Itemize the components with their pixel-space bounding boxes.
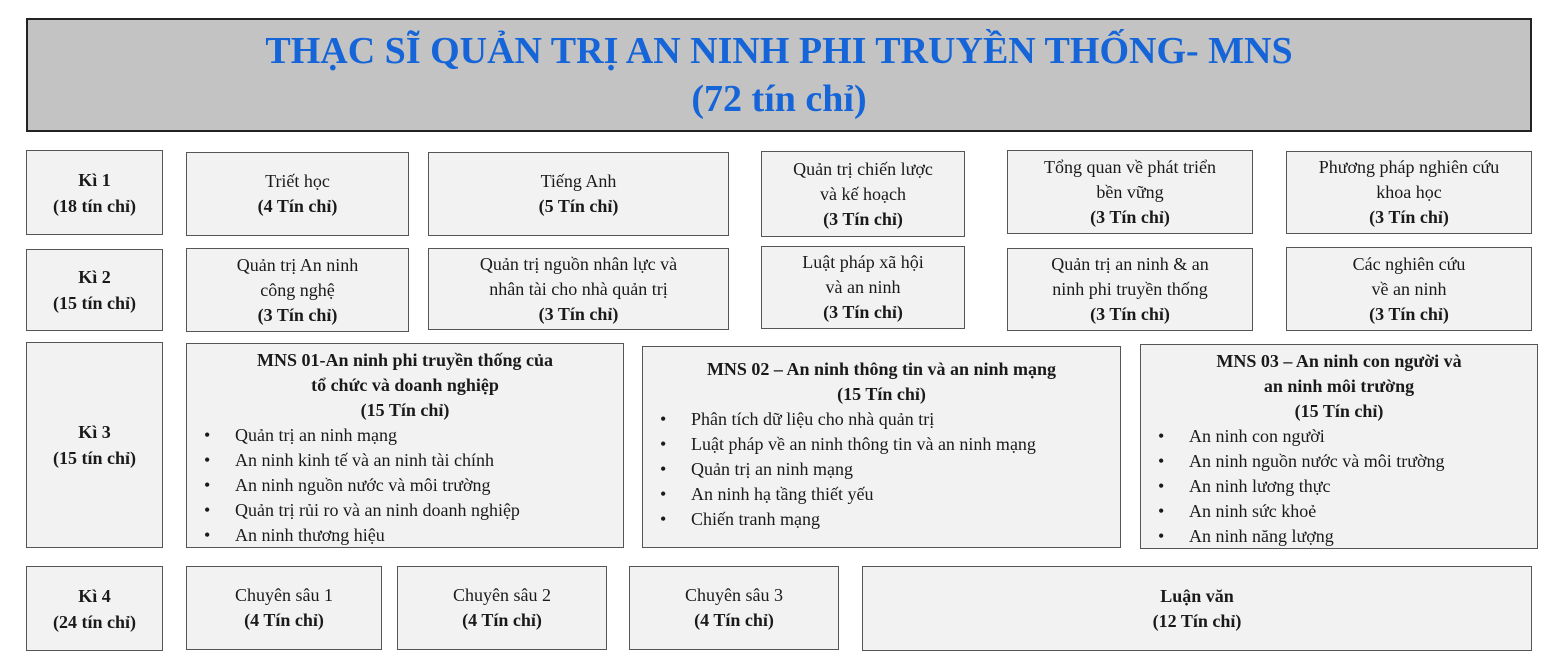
course-name-line2: bền vững bbox=[1096, 181, 1164, 202]
course-name-line2: công nghệ bbox=[260, 279, 335, 300]
course-box bbox=[397, 566, 607, 650]
course-name: Chuyên sâu 3 bbox=[685, 585, 783, 605]
module-topic: • An ninh hạ tầng thiết yếu bbox=[643, 482, 1120, 507]
module-topic: • An ninh năng lượng bbox=[1141, 524, 1537, 549]
module-mns02 bbox=[642, 346, 1121, 548]
module-mns01 bbox=[186, 343, 624, 548]
course-name-line2: khoa học bbox=[1376, 182, 1442, 202]
course-box bbox=[186, 152, 409, 236]
course-box bbox=[1007, 150, 1253, 234]
module-title: MNS 03 – An ninh con người và bbox=[1216, 351, 1462, 371]
module-topic-list bbox=[643, 407, 1120, 532]
term-2-label: Kì 2 (15 tín chỉ) bbox=[26, 249, 163, 331]
course-name: Luật pháp xã hội bbox=[802, 252, 924, 272]
course-box bbox=[761, 246, 965, 329]
module-topic: • Luật pháp về an ninh thông tin và an ninh mạng bbox=[643, 432, 1120, 457]
course-name: Quản trị chiến lược bbox=[793, 158, 933, 179]
module-topic: • An ninh lương thực bbox=[1141, 474, 1537, 499]
course-name: Phương pháp nghiên cứu bbox=[1318, 157, 1500, 177]
course-credits: (4 Tín chỉ) bbox=[257, 196, 338, 216]
course-box bbox=[186, 566, 382, 650]
module-topic: • An ninh sức khoẻ bbox=[1141, 499, 1537, 524]
course-name: Các nghiên cứu bbox=[1352, 253, 1466, 274]
course-credits: (4 Tín chỉ) bbox=[244, 610, 324, 630]
module-topic: • An ninh thương hiệu bbox=[187, 523, 623, 548]
module-title-line2: tổ chức và doanh nghiệp bbox=[311, 375, 499, 395]
module-topic: • Quản trị rủi ro và an ninh doanh nghiệp bbox=[187, 498, 623, 523]
module-credits: (15 Tín chỉ) bbox=[360, 400, 450, 420]
module-topic: • An ninh nguồn nước và môi trường bbox=[1141, 449, 1537, 474]
course-name: Luận văn bbox=[1160, 585, 1234, 606]
term-1-label: Kì 1 (18 tín chỉ) bbox=[26, 150, 163, 235]
course-name: Chuyên sâu 2 bbox=[453, 585, 551, 605]
term-4-label: Kì 4 (24 tín chỉ) bbox=[26, 566, 163, 651]
module-topic: • Quản trị an ninh mạng bbox=[187, 423, 623, 448]
course-credits: (3 Tín chỉ) bbox=[823, 208, 903, 229]
module-credits: (15 Tín chỉ) bbox=[1294, 401, 1384, 421]
course-name-line2: và kế hoạch bbox=[820, 183, 906, 204]
course-name: Quản trị An ninh bbox=[236, 254, 359, 275]
course-credits: (3 Tín chỉ) bbox=[1090, 304, 1170, 324]
course-box bbox=[186, 248, 409, 332]
course-credits: (4 Tín chỉ) bbox=[694, 610, 774, 630]
module-credits: (15 Tín chỉ) bbox=[837, 384, 926, 404]
course-name-line2: và an ninh bbox=[825, 277, 901, 297]
course-box bbox=[1007, 248, 1253, 331]
course-name: Tổng quan về phát triển bbox=[1044, 156, 1216, 177]
term-3-label: Kì 3 (15 tín chỉ) bbox=[26, 342, 163, 548]
module-topic: • An ninh kinh tế và an ninh tài chính bbox=[187, 448, 623, 473]
module-title: MNS 02 – An ninh thông tin và an ninh mạng bbox=[706, 359, 1057, 379]
course-name-line2: về an ninh bbox=[1371, 278, 1447, 299]
module-title: MNS 01-An ninh phi truyền thống của bbox=[256, 350, 554, 370]
program-total-credits: (72 tín chỉ) bbox=[691, 78, 867, 120]
module-topic-list bbox=[1141, 424, 1537, 549]
module-topic: • Chiến tranh mạng bbox=[643, 507, 1120, 532]
module-mns03 bbox=[1140, 344, 1538, 549]
course-name: Triết học bbox=[265, 171, 330, 191]
course-credits: (5 Tín chỉ) bbox=[538, 196, 619, 216]
module-topic: • Phân tích dữ liệu cho nhà quản trị bbox=[643, 407, 1120, 432]
module-topic-list bbox=[187, 423, 623, 548]
program-title: THẠC SĨ QUẢN TRỊ AN NINH PHI TRUYỀN THỐNG- MNS bbox=[265, 30, 1293, 72]
program-title-banner bbox=[26, 18, 1532, 132]
course-credits: (12 Tín chỉ) bbox=[1152, 610, 1242, 631]
module-topic: • Quản trị an ninh mạng bbox=[643, 457, 1120, 482]
course-box bbox=[1286, 247, 1532, 331]
course-name: Chuyên sâu 1 bbox=[235, 585, 333, 605]
module-topic: • An ninh nguồn nước và môi trường bbox=[187, 473, 623, 498]
course-credits: (3 Tín chỉ) bbox=[538, 303, 619, 324]
course-credits: (4 Tín chỉ) bbox=[462, 610, 542, 630]
course-box bbox=[428, 152, 729, 236]
course-name: Tiếng Anh bbox=[540, 171, 617, 191]
thesis-box bbox=[862, 566, 1532, 651]
course-box bbox=[761, 151, 965, 237]
course-credits: (3 Tín chỉ) bbox=[1369, 303, 1449, 324]
course-name-line2: nhân tài cho nhà quản trị bbox=[489, 278, 668, 299]
course-box bbox=[1286, 151, 1532, 234]
course-box bbox=[428, 248, 729, 330]
course-box bbox=[629, 566, 839, 650]
module-title-line2: an ninh môi trường bbox=[1263, 376, 1415, 396]
course-credits: (3 Tín chỉ) bbox=[1090, 206, 1170, 227]
course-name: Quản trị an ninh & an bbox=[1051, 254, 1209, 274]
course-credits: (3 Tín chỉ) bbox=[823, 302, 903, 322]
course-name: Quản trị nguồn nhân lực và bbox=[479, 253, 678, 274]
module-topic: • An ninh con người bbox=[1141, 424, 1537, 449]
course-credits: (3 Tín chỉ) bbox=[1369, 207, 1449, 227]
course-name-line2: ninh phi truyền thống bbox=[1052, 279, 1208, 299]
course-credits: (3 Tín chỉ) bbox=[257, 304, 338, 325]
